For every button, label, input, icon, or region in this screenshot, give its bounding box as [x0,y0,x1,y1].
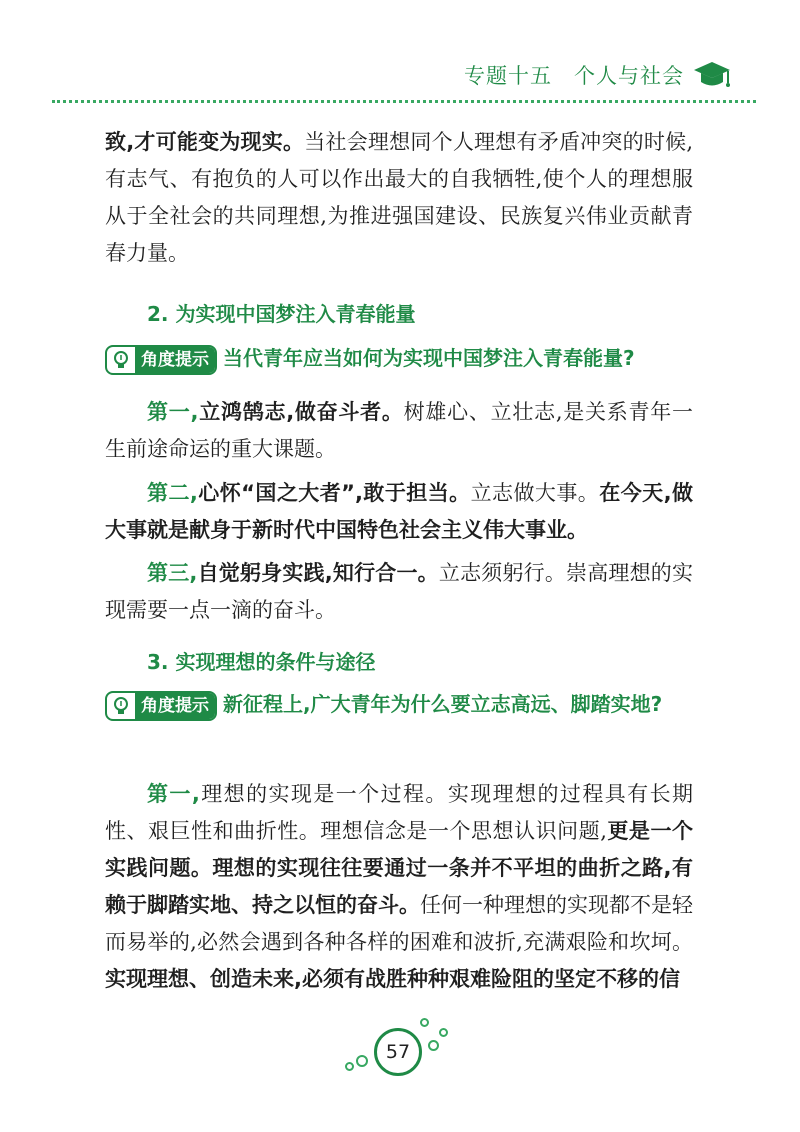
point-lead: 第一, [147,782,200,806]
point-bold: 自觉躬身实践,知行合一。 [197,561,439,585]
point-lead: 第三, [147,561,198,585]
point-text: 立志须躬行。崇高理想的实现需要一点一滴的奋斗。 [105,561,694,622]
tip-question: 新征程上,广大青年为什么要立志高远、脚踏实地? [223,692,663,716]
point-bold-2: 实现理想、创造未来,必须有战胜种种艰难险阻的坚定不移的信 [105,967,680,991]
point-bold: 心怀“国之大者”,敢于担当。 [197,481,471,505]
point-bold-1: 更是一个实践问题。理想的实现往往要通过一条并不平坦的曲折之路,有赖于脚踏实地、持之以恒的奋斗。 [105,819,693,917]
tip-box-2 [105,340,697,376]
point-text-2: 任何一种理想的实现都不是轻而易举的,必然会遇到各种各样的困难和波折,充满艰险和坎坷。 [105,893,693,954]
lightbulb-icon [107,347,135,373]
section-2-title: 2. 为实现中国梦注入青春能量 [147,302,416,326]
decorative-bubble [428,1040,439,1051]
point-lead: 第二, [147,481,198,505]
section2-point-1 [105,394,693,468]
decorative-bubble [420,1018,429,1027]
decorative-bubble [439,1028,448,1037]
tip-label: 角度提示 [135,693,215,719]
decorative-bubble [356,1055,368,1067]
point-text: 树雄心、立壮志,是关系青年一生前途命运的重大课题。 [105,400,693,461]
graduation-cap-icon [692,58,732,92]
point-lead: 第一, [147,400,199,424]
decorative-bubble [345,1062,354,1071]
running-header [464,58,732,92]
tip-badge [105,691,217,721]
header-divider [52,100,756,103]
section2-point-2 [105,475,693,549]
intro-paragraph [105,124,693,272]
tip-question: 当代青年应当如何为实现中国梦注入青春能量? [223,346,635,370]
point-text-1: 理想的实现是一个过程。实现理想的过程具有长期性、艰巨性和曲折性。理想信念是一个思想认识问题, [105,782,693,843]
lightbulb-icon [107,693,135,719]
tip-label: 角度提示 [135,347,215,373]
intro-text: 当社会理想同个人理想有矛盾冲突的时候,有志气、有抱负的人可以作出最大的自我牺牲,使个人的理想服从于全社会的共同理想,为推进强国建设、民族复兴伟业贡献青春力量。 [105,130,693,265]
point-bold: 立鸿鹄志,做奋斗者。 [198,400,404,424]
point-bold-2: 在今天,做大事就是献身于新时代中国特色社会主义伟大事业。 [105,481,693,542]
tip-badge [105,345,217,375]
section3-point-1 [105,776,693,998]
point-text: 立志做大事。 [470,481,600,505]
page-number: 57 [374,1028,422,1076]
intro-bold: 致,才可能变为现实。 [105,130,305,154]
section2-point-3 [105,555,693,629]
tip-box-3 [105,686,697,722]
section-3-title: 3. 实现理想的条件与途径 [147,650,376,674]
header-title: 专题十五 个人与社会 [464,64,684,88]
